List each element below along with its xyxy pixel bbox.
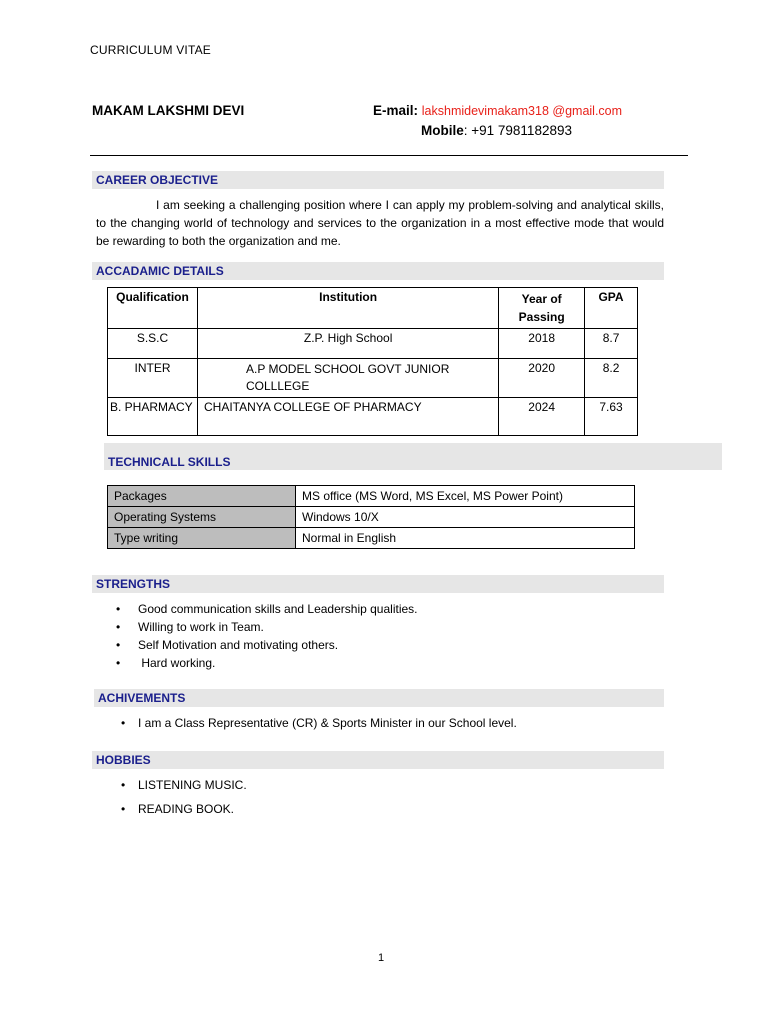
email-label: E-mail: xyxy=(373,103,419,118)
candidate-name: MAKAM LAKSHMI DEVI xyxy=(92,103,245,118)
cell-institution: Z.P. High School xyxy=(197,329,498,359)
cell-year: 2018 xyxy=(499,329,585,359)
email-line xyxy=(373,103,622,118)
table-row xyxy=(108,528,635,549)
col-header-qualification: Qualification xyxy=(108,288,198,329)
academic-header-row xyxy=(108,288,638,329)
cell-qualification: INTER xyxy=(108,359,198,398)
hobbies-heading: HOBBIES xyxy=(92,751,664,769)
cell-qualification: B. PHARMACY xyxy=(108,398,198,436)
cell-gpa: 7.63 xyxy=(585,398,638,436)
technical-skills-heading: TECHNICALL SKILLS xyxy=(104,443,722,470)
table-row xyxy=(108,359,638,398)
cell-qualification: S.S.C xyxy=(108,329,198,359)
cell-gpa: 8.7 xyxy=(585,329,638,359)
table-row xyxy=(108,486,635,507)
list-item: • Willing to work in Team. xyxy=(116,618,418,636)
col-header-gpa: GPA xyxy=(585,288,638,329)
career-objective-heading: CAREER OBJECTIVE xyxy=(92,171,664,189)
achievements-list xyxy=(121,714,517,732)
col-header-institution: Institution xyxy=(197,288,498,329)
mobile-label: Mobile xyxy=(421,123,464,138)
email-value[interactable]: lakshmidevimakam318 @gmail.com xyxy=(421,104,623,118)
table-row xyxy=(108,507,635,528)
list-item: • I am a Class Representative (CR) & Sports Minister in our School level. xyxy=(121,714,517,732)
page-number: 1 xyxy=(378,952,385,964)
skill-value: Normal in English xyxy=(296,528,635,549)
table-row xyxy=(108,329,638,359)
skill-value: Windows 10/X xyxy=(296,507,635,528)
list-item: • LISTENING MUSIC. xyxy=(121,776,247,794)
academic-table xyxy=(107,287,638,436)
document-title: CURRICULUM VITAE xyxy=(90,43,211,57)
mobile-value: : +91 7981182893 xyxy=(463,123,572,138)
skill-key: Type writing xyxy=(108,528,296,549)
skill-value: MS office (MS Word, MS Excel, MS Power Point) xyxy=(296,486,635,507)
list-item: • READING BOOK. xyxy=(121,800,247,818)
career-objective-text: I am seeking a challenging position where I can apply my problem-solving and analytical skills, to the changing world of technology and services to the organization in a most effective mode that would be rewarding to both the organization and me. xyxy=(96,198,664,248)
cell-gpa: 8.2 xyxy=(585,359,638,398)
cell-institution: A.P MODEL SCHOOL GOVT JUNIOR COLLLEGE xyxy=(197,359,498,398)
strengths-heading: STRENGTHS xyxy=(92,575,664,593)
table-row xyxy=(108,398,638,436)
list-item: • Good communication skills and Leadership qualities. xyxy=(116,600,418,618)
col-header-year: Year of Passing xyxy=(499,288,585,329)
academic-details-heading: ACCADAMIC DETAILS xyxy=(92,262,664,280)
cell-year: 2024 xyxy=(499,398,585,436)
skill-key: Operating Systems xyxy=(108,507,296,528)
technical-skills-table xyxy=(107,485,635,549)
mobile-line xyxy=(421,123,572,138)
hobbies-list xyxy=(121,776,247,818)
cell-year: 2020 xyxy=(499,359,585,398)
strengths-list xyxy=(116,600,418,672)
cell-institution: CHAITANYA COLLEGE OF PHARMACY xyxy=(197,398,498,436)
header-divider xyxy=(90,155,688,156)
achievements-heading: ACHIVEMENTS xyxy=(94,689,664,707)
skill-key: Packages xyxy=(108,486,296,507)
list-item: • Self Motivation and motivating others. xyxy=(116,636,418,654)
list-item: • Hard working. xyxy=(116,654,418,672)
